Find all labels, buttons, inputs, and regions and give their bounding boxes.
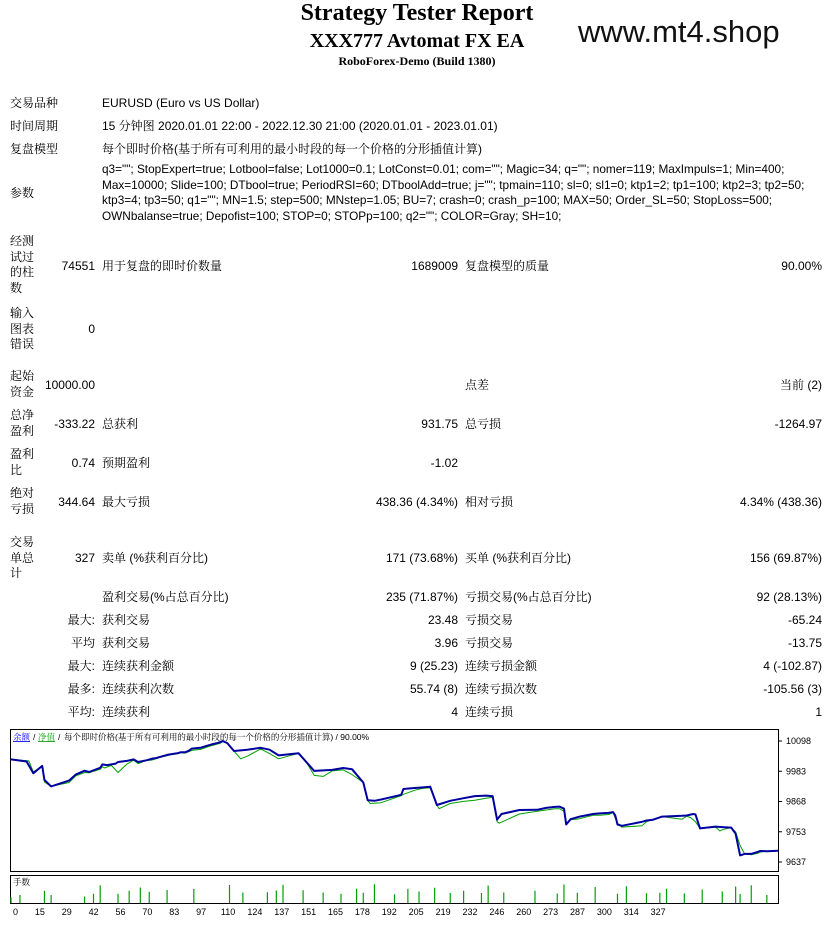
legend-sep: / [33,732,36,742]
netprofit-value: -333.22 [54,417,95,431]
y-tick-label: 10098 [786,736,812,746]
avg-cons-losses-label: 连续亏损 [465,705,514,719]
avg-cons-wins-label: 连续获利 [102,705,151,719]
params-value: q3=""; StopExpert=true; Lotbool=false; Lot1000=0.1; LotConst=0.01; com=""; Magic=34; q=""; nomer=119; MaxImpuls=1; Min=400; Max=10000; Slide=100; DTbool=true; PeriodRSI=60; DTboolAdd=true; j=""; tpmain=110; sl=0; sl1=0; ktp1=2; tp1=100; ktp2=3; tp2=50; ktp3=4; tp3=50; q1=""; MN=1.5; step=500; MNstep=1.05; BU=7; crash=0; crash_p=100; MAX=50; Order_SL=50; StopLoss=500; OWNbalanse=true; Depofist=100; STOP=0; STOPp=100; q2=""; COLOR=Gray; SH=10; [102,162,805,223]
profit-trades-label: 盈利交易(%占总百分比) [102,590,229,604]
x-tick-label: 178 [354,907,370,917]
loss-trades-label: 亏损交易(%占总百分比) [465,590,592,604]
x-tick-label: 232 [462,907,478,917]
expected-label: 预期盈利 [102,456,151,470]
max-cons-losses-value: 4 (-102.87) [763,659,822,673]
pf-value: 0.74 [71,456,95,470]
absdd-label: 绝对亏损 [10,486,35,516]
x-tick-label: 314 [623,907,639,917]
y-axis-ticks [778,736,811,867]
ticks-label: 用于复盘的即时价数量 [102,259,223,273]
quality-label: 复盘模型的质量 [465,259,550,273]
report-title: Strategy Tester Report [300,0,534,26]
balance-chart [10,729,824,917]
long-label: 买单 (%获利百分比) [465,551,571,565]
trades-label: 交易单总计 [10,535,35,580]
model-label: 复盘模型 [10,142,59,156]
grossloss-value: -1264.97 [774,417,822,431]
x-tick-label: 56 [115,907,126,917]
max-cons-wins-value: 9 (25.23) [409,659,458,673]
average-profit-value: 3.96 [434,636,458,650]
avg-cons-wins-value: 4 [451,705,458,719]
x-tick-label: 327 [650,907,666,917]
maximal-loss-label: 连续亏损次数 [465,682,538,696]
bars-value: 74551 [61,259,95,273]
ea-name: XXX777 Avtomat FX EA [309,30,525,52]
profit-trades-value: 235 (71.87%) [385,590,458,604]
x-tick-label: 110 [220,907,236,917]
average-prefix: 平均 [70,636,95,650]
ticks-value: 1689009 [411,259,458,273]
period-label: 时间周期 [10,119,59,133]
y-tick-label: 9637 [786,857,807,867]
x-tick-label: 287 [569,907,585,917]
errors-label: 输入图表错误 [10,306,35,351]
largest-loss-value: -65.24 [787,613,822,627]
maximal-loss-value: -105.56 (3) [763,682,822,696]
bars-label: 经测试过的柱数 [10,234,35,295]
avg-cons-losses-value: 1 [815,705,822,719]
x-tick-label: 165 [328,907,344,917]
x-tick-label: 70 [142,907,153,917]
reldd-value: 4.34% (438.36) [739,495,822,509]
legend-sep2: / [58,732,61,742]
average-loss-value: -13.75 [787,636,822,650]
average-profit-label: 获利交易 [102,636,151,650]
y-tick-label: 9868 [786,796,807,807]
max-cons-prefix: 最大: [67,659,95,673]
max-cons-losses-label: 连续亏损金额 [465,659,538,673]
deposit-value: 10000.00 [44,378,95,392]
x-tick-label: 83 [169,907,180,917]
max-cons-wins-label: 连续获利金额 [102,659,175,673]
maximal-profit-value: 55.74 (8) [409,682,458,696]
legend-equity: 净值 [38,732,56,742]
symbol-label: 交易品种 [10,96,59,110]
loss-trades-value: 92 (28.13%) [756,590,822,604]
symbol-value: EURUSD (Euro vs US Dollar) [102,96,260,110]
maxdd-value: 438.36 (4.34%) [375,495,458,509]
x-tick-label: 246 [489,907,505,917]
legend-model: 每个即时价格(基于所有可利用的最小时段的每一个价格的分形插值计算) / 90.00% [64,732,370,742]
model-value: 每个即时价格(基于所有可利用的最小时段的每一个价格的分形插值计算) [102,142,482,156]
x-tick-label: 124 [247,907,263,917]
chart-main-frame [11,730,779,872]
deposit-label: 起始资金 [10,369,35,399]
x-tick-label: 0 [13,907,19,917]
website-watermark: www.mt4.shop [578,14,780,49]
x-tick-label: 273 [543,907,559,917]
quality-value: 90.00% [781,259,822,273]
errors-value: 0 [88,322,95,336]
legend-balance: 余额 [13,732,31,742]
x-tick-label: 15 [34,907,45,917]
expected-value: -1.02 [430,456,458,470]
largest-prefix: 最大: [67,613,95,627]
largest-profit-label: 获利交易 [102,613,151,627]
x-tick-label: 137 [274,907,290,917]
x-tick-label: 97 [196,907,207,917]
grossprofit-label: 总获利 [102,417,139,431]
x-tick-label: 29 [61,907,72,917]
y-tick-label: 9983 [786,766,807,777]
avg-cons-prefix: 平均: [67,705,95,719]
largest-loss-label: 亏损交易 [465,613,514,627]
absdd-value: 344.64 [58,495,95,509]
short-label: 卖单 (%获利百分比) [102,551,208,565]
grossloss-label: 总亏损 [465,417,502,431]
x-tick-label: 42 [88,907,99,917]
spread-label: 点差 [465,378,490,392]
x-tick-label: 260 [516,907,532,917]
long-value: 156 (69.87%) [749,551,822,565]
reldd-label: 相对亏损 [465,495,514,509]
maxdd-label: 最大亏损 [102,495,151,509]
x-tick-label: 219 [435,907,451,917]
pf-label: 盈利比 [10,447,35,477]
x-tick-label: 192 [381,907,397,917]
grossprofit-value: 931.75 [421,417,458,431]
x-tick-label: 205 [408,907,424,917]
spread-value: 当前 (2) [779,378,822,392]
x-axis-ticks [13,907,666,917]
params-label: 参数 [10,186,35,200]
server-build: RoboForex-Demo (Build 1380) [338,54,496,68]
y-tick-label: 9753 [786,826,807,837]
volume-label: 手数 [13,877,31,887]
x-tick-label: 300 [596,907,612,917]
maximal-profit-label: 连续获利次数 [102,682,175,696]
x-tick-label: 151 [301,907,317,917]
netprofit-label: 总净盈利 [10,408,35,438]
short-value: 171 (73.68%) [385,551,458,565]
maximal-prefix: 最多: [67,682,95,696]
largest-profit-value: 23.48 [427,613,458,627]
trades-value: 327 [74,551,95,565]
average-loss-label: 亏损交易 [465,636,514,650]
period-value: 15 分钟图 2020.01.01 22:00 - 2022.12.30 21:00 (2020.01.01 - 2023.01.01) [102,119,498,133]
